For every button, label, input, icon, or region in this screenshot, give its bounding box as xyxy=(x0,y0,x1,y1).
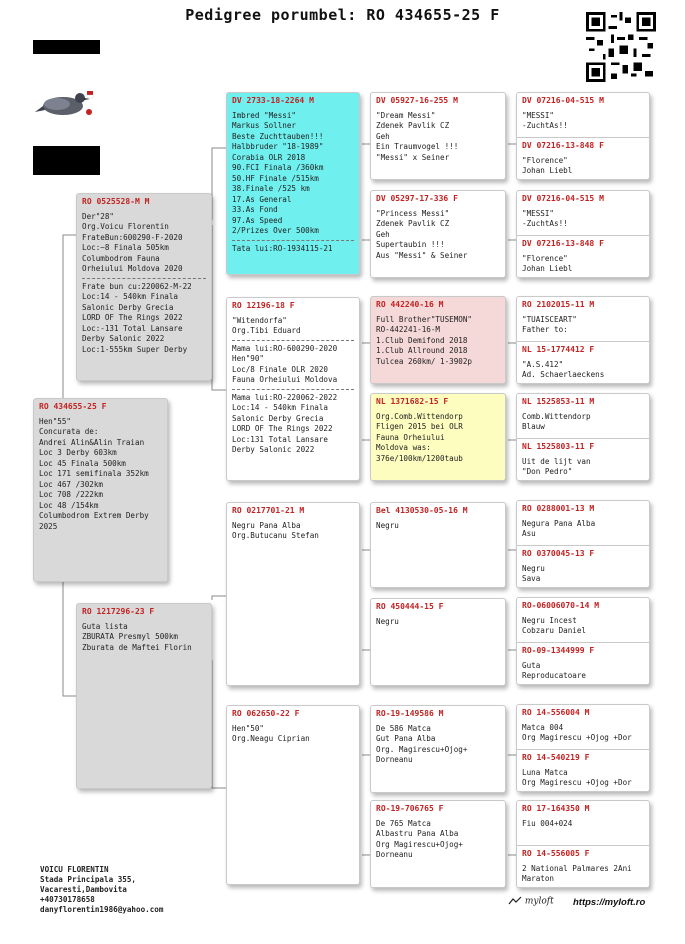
granddam-maternal-card xyxy=(226,705,360,885)
card-line: Salonic Derby Grecia xyxy=(232,413,324,423)
ring-number: DV 05927-16-255 M xyxy=(376,96,458,105)
brand-text: myloft xyxy=(524,896,554,907)
card-line: Matca 004 xyxy=(522,722,564,732)
card-line: Gut Pana Alba xyxy=(376,734,436,743)
card-line: "Witendorfa" xyxy=(232,315,287,325)
gen4-card xyxy=(370,190,506,278)
card-line: LORD OF The Rings 2022 xyxy=(82,313,183,322)
card-line: LORD OF The Rings 2022 xyxy=(232,424,333,433)
ring-number: RO-09-1344999 F xyxy=(522,646,595,655)
card-line: Guta xyxy=(522,660,541,670)
card-line: Orheiului Moldova 2020 xyxy=(82,264,183,273)
card-line: Full Brother"TUSEMON" xyxy=(376,314,473,324)
ring-number: RO 0217701-21 M xyxy=(232,506,305,515)
card-line: Markus Sollner xyxy=(232,121,297,130)
card-line: Zdenek Pavlik CZ xyxy=(376,121,450,130)
gen4-card xyxy=(370,502,506,588)
gen5-dam xyxy=(517,642,649,685)
card-line: Supertaubin !!! xyxy=(376,240,445,249)
dam-card xyxy=(76,603,212,789)
card-line: Loc:~8 Finala 505km xyxy=(82,243,169,252)
gen5-pair-card xyxy=(516,500,650,588)
card-line: Negru Pana Alba xyxy=(232,520,301,530)
card-line: "A.S.412" xyxy=(522,359,564,369)
gen5-dam xyxy=(517,137,649,180)
ring-number: DV 2733-18-2264 M xyxy=(232,96,314,105)
separator xyxy=(232,340,354,341)
card-line: Org Magirescu+Ojog+ xyxy=(376,839,463,849)
gen5-pair-card xyxy=(516,597,650,685)
owner-contact xyxy=(40,865,163,915)
card-line: Hen"55" xyxy=(39,416,72,426)
card-line: Tata lui:RO-1934115-21 xyxy=(232,243,333,253)
ring-number: RO 0525528-M M xyxy=(82,197,150,206)
gen4-card xyxy=(370,393,506,481)
ring-number: NL 1525853-11 M xyxy=(522,397,595,406)
card-line: "Don Pedro" xyxy=(522,467,573,476)
card-line: 97.As Speed xyxy=(232,215,283,225)
ring-number: RO 1217296-23 F xyxy=(82,607,155,616)
card-line: Loc 708 /222km xyxy=(39,490,104,499)
card-line: Loc 48 /154km xyxy=(39,500,99,510)
card-line: Frate bun cu:220062-M-22 xyxy=(82,281,192,291)
ring-number: RO 0288001-13 M xyxy=(522,504,595,513)
gen5-pair-card xyxy=(516,800,650,888)
pigeon-logo-icon xyxy=(508,896,522,906)
gen5-sire xyxy=(517,297,649,341)
card-line: 38.Finale /525 km xyxy=(232,184,310,193)
ring-number: Bel 4130530-05-16 M xyxy=(376,506,468,515)
card-line: Loc 467 /302km xyxy=(39,479,104,489)
pigeon-photo xyxy=(33,40,100,175)
card-line: Dorneanu xyxy=(376,755,413,764)
card-line: Uit de lijt van xyxy=(522,456,591,466)
card-line: "Florence" xyxy=(522,155,568,165)
gen4-card xyxy=(370,92,506,180)
card-line: Fauna Orheiului xyxy=(376,432,445,442)
card-line: Asu xyxy=(522,529,536,538)
ring-number: DV 07216-04-515 M xyxy=(522,194,604,203)
card-line: 2/Prizes Over 500km xyxy=(232,226,319,235)
card-line: Dorneanu xyxy=(376,850,413,859)
card-line: De 586 Matca xyxy=(376,723,431,733)
grandsire-maternal-card xyxy=(226,502,360,686)
card-line: Loc:-131 Total Lansare xyxy=(82,323,183,333)
card-line: ZBURATA Presmyl 500km xyxy=(82,632,179,641)
gen5-sire xyxy=(517,394,649,438)
card-line: Fauna Orheiului Moldova xyxy=(232,375,338,384)
card-line: Guta lista xyxy=(82,621,128,631)
subject-card xyxy=(33,398,168,582)
card-line: Sava xyxy=(522,574,541,583)
ring-number: NL 15-1774412 F xyxy=(522,345,595,354)
gen5-sire xyxy=(517,598,649,642)
card-line: Johan Liebl xyxy=(522,264,573,273)
card-line: Negru xyxy=(522,563,545,573)
ring-number: NL 1525803-11 F xyxy=(522,442,595,451)
owner-city: Vacaresti,Dambovita xyxy=(40,885,127,894)
separator xyxy=(82,278,206,279)
ring-number: RO 442240-16 M xyxy=(376,300,444,309)
card-line: 2025 xyxy=(39,521,58,531)
card-line: Luna Matca xyxy=(522,767,568,777)
ring-number: DV 07216-13-848 F xyxy=(522,239,604,248)
card-line: 1.Club Demifond 2018 xyxy=(376,335,468,345)
gen4-card xyxy=(370,800,506,888)
ring-number: RO 434655-25 F xyxy=(39,402,107,411)
card-line: Blauw xyxy=(522,422,545,431)
ring-number: RO 2102015-11 M xyxy=(522,300,595,309)
card-line: Ein Traumvogel !!! xyxy=(376,142,459,151)
card-line: Loc 3 Derby 603km xyxy=(39,448,117,457)
card-line: "MESSI" xyxy=(522,208,555,218)
card-line: De 765 Matca xyxy=(376,818,431,828)
card-line: Columbodrom Fauna xyxy=(82,253,160,263)
card-line: Moldova was: xyxy=(376,443,431,452)
card-line: 90.FCI Finala /360km xyxy=(232,163,324,172)
gen5-pair-card xyxy=(516,92,650,180)
card-line: Beste Zuchttauben!!! xyxy=(232,131,324,141)
ring-number: RO 062650-22 F xyxy=(232,709,300,718)
card-line: Andrei Alin&Alin Traian xyxy=(39,437,145,447)
grandsire-paternal-card xyxy=(226,92,360,275)
gen5-sire xyxy=(517,501,649,545)
ring-number: RO 17-164350 M xyxy=(522,804,590,813)
page-title: Pedigree porumbel: RO 434655-25 F xyxy=(185,6,500,24)
owner-name: VOICU FLORENTIN xyxy=(40,865,109,874)
card-line: Loc 171 semifinala 352km xyxy=(39,469,149,478)
card-line: Reproducatoare xyxy=(522,671,587,680)
card-line: Geh xyxy=(376,229,390,239)
ring-number: RO-06006070-14 M xyxy=(522,601,600,610)
card-line: Hen"90" xyxy=(232,354,265,363)
card-line: Org. Magirescu+Ojog+ xyxy=(376,744,468,754)
card-line: 376e/100km/1200taub xyxy=(376,453,463,463)
ring-number: RO-19-149586 M xyxy=(376,709,444,718)
gen5-dam xyxy=(517,545,649,588)
card-line: Fligen 2015 bei OLR xyxy=(376,422,463,431)
card-line: Der"28" xyxy=(82,211,115,221)
card-line: Zburata de Maftei Florin xyxy=(82,642,192,652)
ring-number: RO-19-706765 F xyxy=(376,804,444,813)
gen4-card xyxy=(370,598,506,686)
card-line: Loc 45 Finala 500km xyxy=(39,458,126,468)
card-line: Mama lui:RO-600290-2020 xyxy=(232,343,338,353)
gen5-sire xyxy=(517,705,649,749)
card-line: 2 National Palmares 2Ani xyxy=(522,863,632,873)
gen4-card xyxy=(370,705,506,793)
card-line: Concurata de: xyxy=(39,427,99,436)
card-line: -ZuchtAs!! xyxy=(522,121,568,130)
card-line: Loc:14 - 540km Finala xyxy=(82,292,179,301)
card-line: 1.Club Allround 2018 xyxy=(376,346,468,355)
card-line: Org.Tibi Eduard xyxy=(232,326,301,335)
ring-number: RO 14-540219 F xyxy=(522,753,590,762)
ring-number: DV 07216-04-515 M xyxy=(522,96,604,105)
ring-number: RO 12196-18 F xyxy=(232,301,295,310)
card-line: Comb.Wittendorp xyxy=(522,411,591,421)
gen5-dam xyxy=(517,438,649,481)
owner-address: Stada Principala 355, xyxy=(40,875,137,884)
card-line: Aus "Messi" & Seiner xyxy=(376,250,468,260)
granddam-paternal-card xyxy=(226,297,360,481)
owner-email[interactable]: danyflorentin1986@yahoo.com xyxy=(40,905,164,914)
card-line: Org.Butucanu Stefan xyxy=(232,531,319,540)
card-line: Loc:14 - 540km Finala xyxy=(232,403,329,412)
gen5-pair-card xyxy=(516,704,650,792)
card-line: "Dream Messi" xyxy=(376,110,436,120)
card-line: Derby Salonic 2022 xyxy=(82,334,165,343)
separator xyxy=(232,240,354,241)
card-line: "Princess Messi" xyxy=(376,208,450,218)
sire-card xyxy=(76,193,212,381)
ring-number: RO 450444-15 F xyxy=(376,602,444,611)
card-line: Org Magirescu +Ojog +Dor xyxy=(522,778,632,787)
card-line: Salonic Derby Grecia xyxy=(82,302,174,312)
website-link[interactable]: https://myloft.ro xyxy=(573,897,646,908)
gen5-pair-card xyxy=(516,296,650,384)
gen4-card xyxy=(370,296,506,384)
card-line: Halbbruder "18-1989" xyxy=(232,142,324,151)
card-line: Johan Liebl xyxy=(522,166,573,175)
card-line: -ZuchtAs!! xyxy=(522,219,568,228)
card-line: Loc:1-555km Super Derby xyxy=(82,344,188,354)
ring-number: RO 14-556005 F xyxy=(522,849,590,858)
card-line: Org.Voicu Florentin xyxy=(82,222,169,231)
card-line: Hen"50" xyxy=(232,723,265,733)
card-line: Zdenek Pavlik CZ xyxy=(376,219,450,228)
card-line: Columbodrom Extrem Derby xyxy=(39,511,149,520)
card-line: Negura Pana Alba xyxy=(522,518,596,528)
gen5-dam xyxy=(517,235,649,278)
card-line: "TUAISCEART" xyxy=(522,314,577,324)
ring-number: DV 07216-13-848 F xyxy=(522,141,604,150)
owner-phone: +40730178658 xyxy=(40,895,95,904)
card-line: Maraton xyxy=(522,874,555,883)
gen5-sire xyxy=(517,93,649,137)
card-line: Ad. Schaerlaeckens xyxy=(522,370,605,379)
separator xyxy=(232,389,354,390)
card-line: Cobzaru Daniel xyxy=(522,626,587,635)
card-line: "Messi" x Seiner xyxy=(376,152,450,162)
card-line: "Florence" xyxy=(522,253,568,263)
gen5-dam xyxy=(517,341,649,384)
card-line: FrateBun:600290-F-2020 xyxy=(82,232,183,242)
gen5-pair-card xyxy=(516,190,650,278)
gen5-sire xyxy=(517,801,649,845)
card-line: 17.As General xyxy=(232,194,292,204)
card-line: "MESSI" xyxy=(522,110,555,120)
card-line: Derby Salonic 2022 xyxy=(232,445,315,454)
gen5-dam xyxy=(517,845,649,888)
gen5-pair-card xyxy=(516,393,650,481)
card-line: Corabia OLR 2018 xyxy=(232,152,306,162)
card-line: Loc:131 Total Lansare xyxy=(232,434,329,444)
card-line: 50.HF Finale /515km xyxy=(232,173,319,183)
card-line: Org.Neagu Ciprian xyxy=(232,734,310,743)
card-line: 33.As Fond xyxy=(232,205,278,214)
card-line: Albastru Pana Alba xyxy=(376,829,459,838)
card-line: Imbred "Messi" xyxy=(232,110,297,120)
gen5-sire xyxy=(517,191,649,235)
card-line: Org Magirescu +Ojog +Dor xyxy=(522,733,632,742)
ring-number: NL 1371682-15 F xyxy=(376,397,449,406)
card-line: Geh xyxy=(376,131,390,141)
card-line: Negru xyxy=(376,616,399,626)
card-line: Loc/8 Finale OLR 2020 xyxy=(232,364,329,374)
myloft-logo xyxy=(508,896,554,907)
card-line: Father to: xyxy=(522,325,568,334)
card-line: Negru xyxy=(376,520,399,530)
ring-number: RO 0370045-13 F xyxy=(522,549,595,558)
gen5-dam xyxy=(517,749,649,792)
card-line: Negru Incest xyxy=(522,615,577,625)
ring-number: DV 05297-17-336 F xyxy=(376,194,458,203)
card-line: Mama lui:RO-220062-2022 xyxy=(232,392,338,402)
card-line: Tulcea 260km/ 1-3902p xyxy=(376,356,473,366)
card-line: RO-442241-16-M xyxy=(376,325,441,334)
qr-code-icon xyxy=(586,12,656,82)
card-line: Org.Comb.Wittendorp xyxy=(376,411,463,421)
card-line: Fiu 004+024 xyxy=(522,818,573,828)
ring-number: RO 14-556004 M xyxy=(522,708,590,717)
